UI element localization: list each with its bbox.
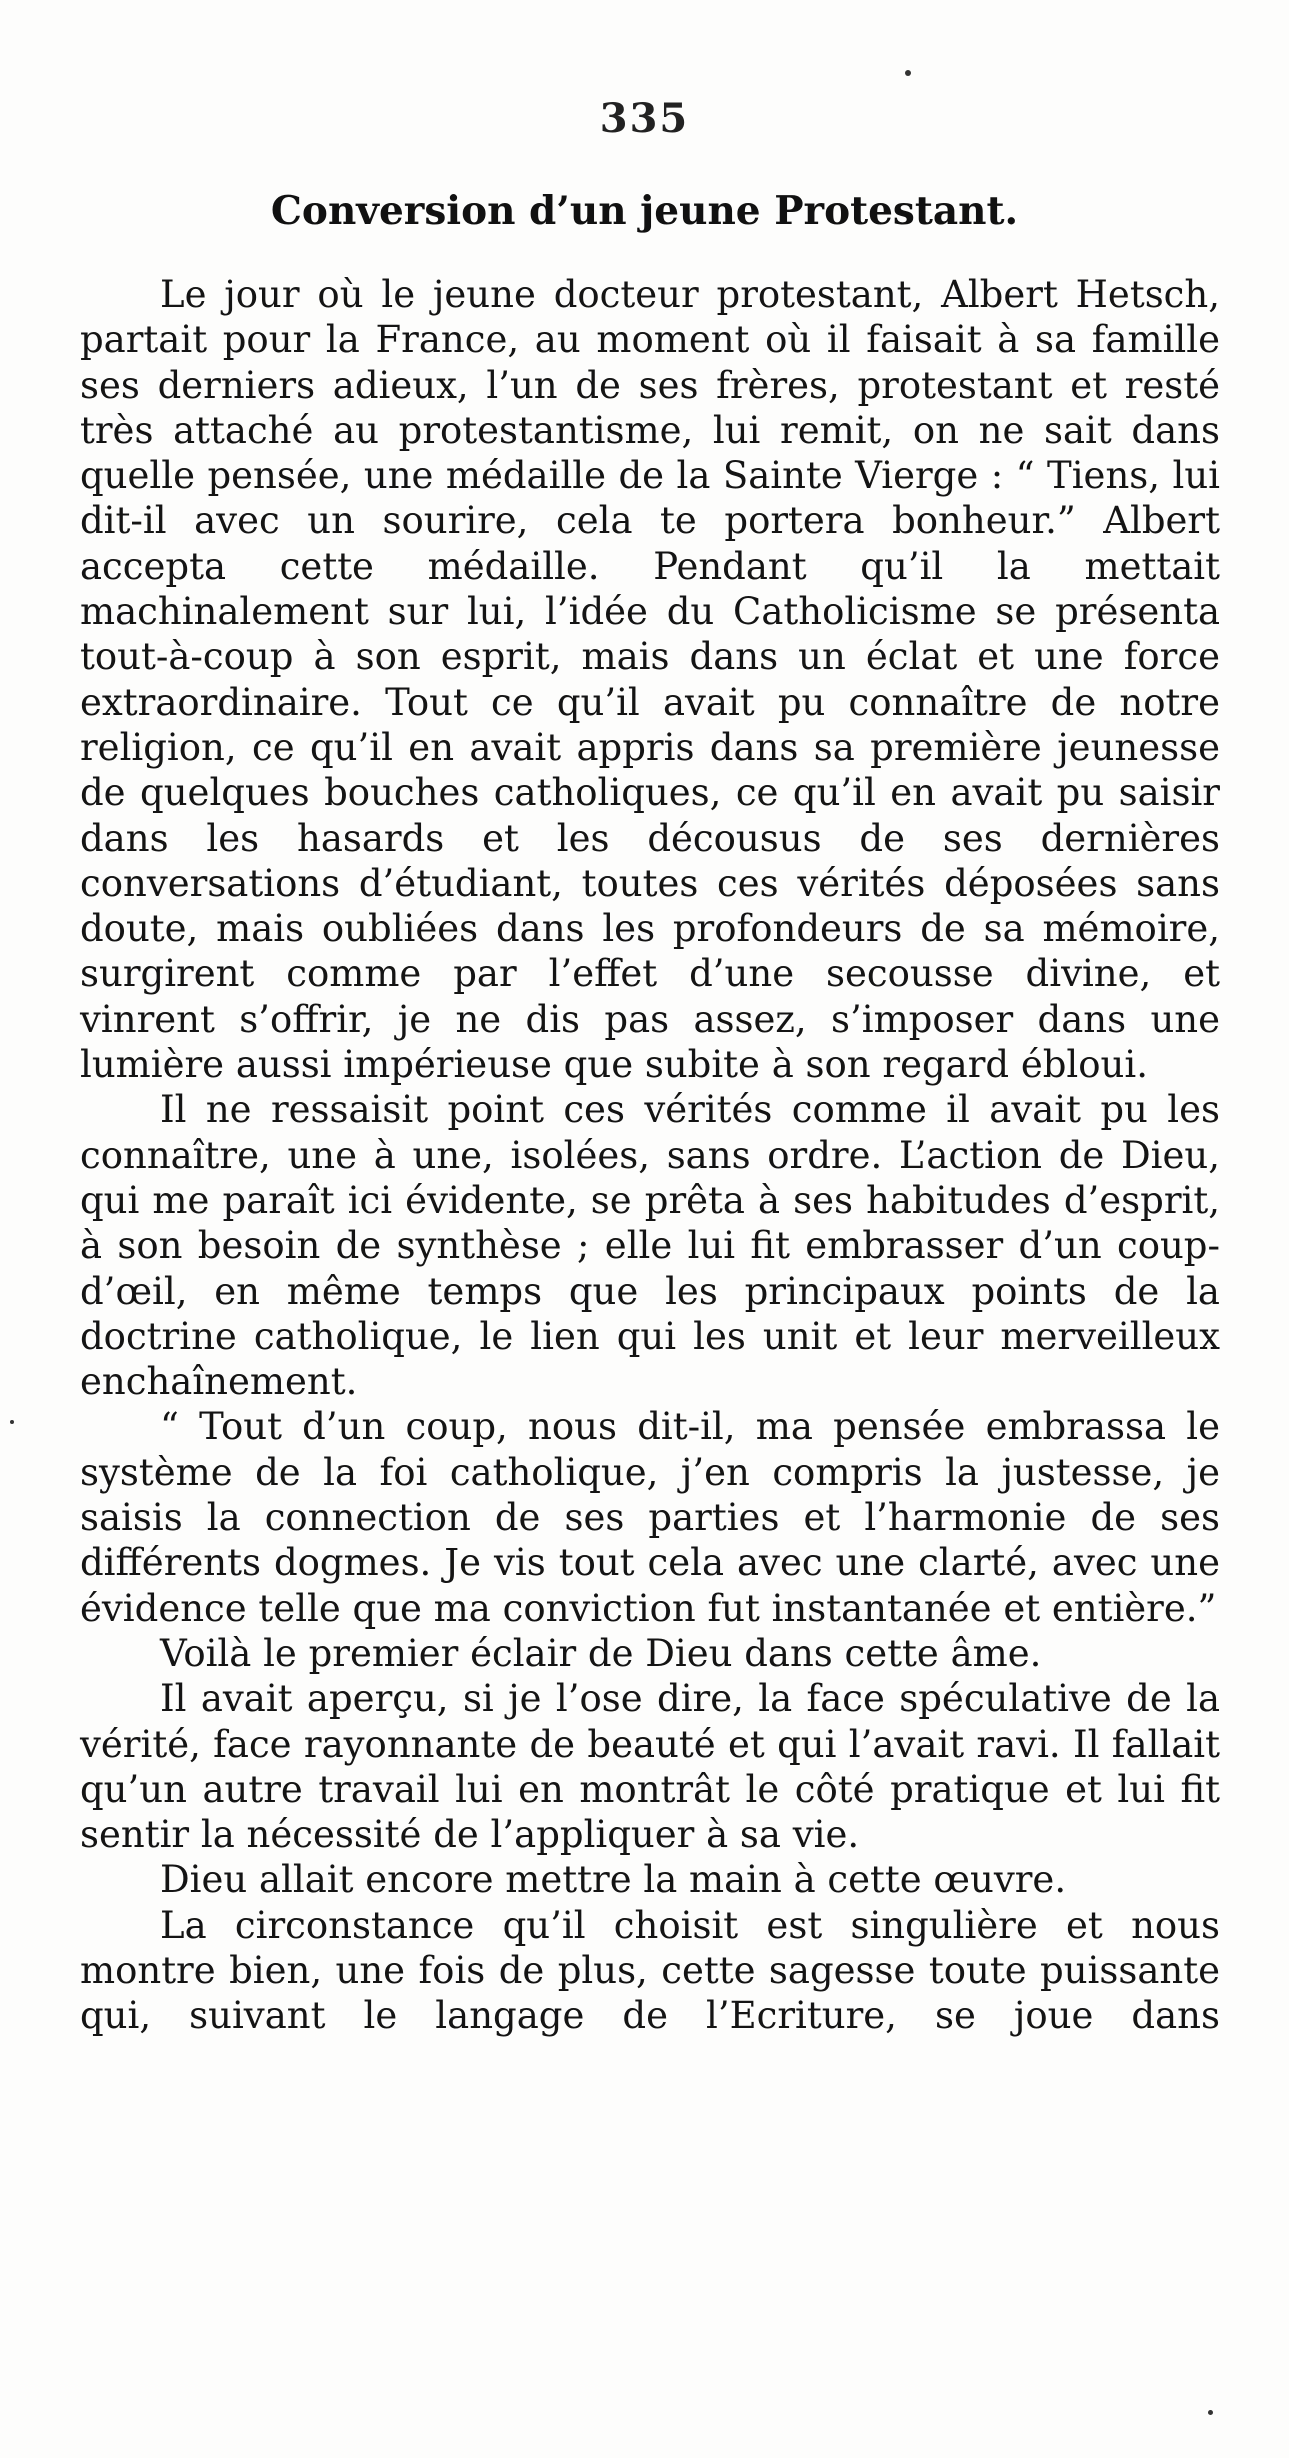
paragraph-4: Voilà le premier éclair de Dieu dans cette âme.	[160, 1631, 1042, 1675]
paragraph-2: Il ne ressaisit point ces vérités comme il avait pu les connaître, une à une, isolées, sans ordre. L’action de Dieu, qui me paraît ici évidente, se prêta à ses habitudes d’esprit, à son besoin de synthèse ; elle lui fit embrasser d’un coup-d’œil, en même temps que les principaux points de la doctrine catholique, le lien qui les unit et leur merveilleux enchaînement.	[80, 1088, 1220, 1404]
paragraph-3: “ Tout d’un coup, nous dit-il, ma pensée embrassa le système de la foi catholique, j’en compris la justesse, je saisis la connection de ses parties et l’harmonie de ses différents dogmes. Je vis tout cela avec une clarté, avec une évidence telle que ma conviction fut instantanée et entière.”	[80, 1405, 1220, 1630]
page-number: 335	[599, 95, 690, 142]
paragraph-7: La circonstance qu’il choisit est singulière et nous montre bien, une fois de plus, cette sagesse toute puissante qui, suivant le langage de l’Ecriture, se joue dans	[80, 1903, 1220, 2038]
paragraph-6: Dieu allait encore mettre la main à cette œuvre.	[160, 1858, 1067, 1902]
print-speck	[1208, 2410, 1213, 2415]
paragraph-5: Il avait aperçu, si je l’ose dire, la face spéculative de la vérité, face rayonnante de beauté et qui l’avait ravi. Il fallait qu’un autre travail lui en montrât le côté pratique et lui fit sentir la nécessité de l’appliquer à sa vie.	[80, 1677, 1220, 1857]
chapter-title: Conversion d’un jeune Protestant.	[270, 188, 1019, 234]
text-body	[80, 272, 1220, 2039]
print-speck	[10, 1420, 14, 1424]
print-speck	[905, 70, 911, 76]
paragraph-1: Le jour où le jeune docteur protestant, Albert Hetsch, partait pour la France, au moment où il faisait à sa famille ses derniers adieux, l’un de ses frères, protestant et resté très attaché au protestantisme, lui remit, on ne sait dans quelle pensée, une médaille de la Sainte Vierge : “ Tiens, lui dit-il avec un sourire, cela te portera bonheur.” Albert accepta cette médaille. Pendant qu’il la mettait machinalement sur lui, l’idée du Catholicisme se présenta tout-à-coup à son esprit, mais dans un éclat et une force extraordinaire. Tout ce qu’il avait pu connaître de notre religion, ce qu’il en avait appris dans sa première jeunesse de quelques bouches catholiques, ce qu’il en avait pu saisir dans les hasards et les décousus de ses dernières conversations d’étudiant, toutes ces vérités déposées sans doute, mais oubliées dans les profondeurs de sa mémoire, surgirent comme par l’effet d’une secousse divine, et vinrent s’offrir, je ne dis pas assez, s’imposer dans une lumière aussi impérieuse que subite à son regard ébloui.	[80, 273, 1220, 1087]
